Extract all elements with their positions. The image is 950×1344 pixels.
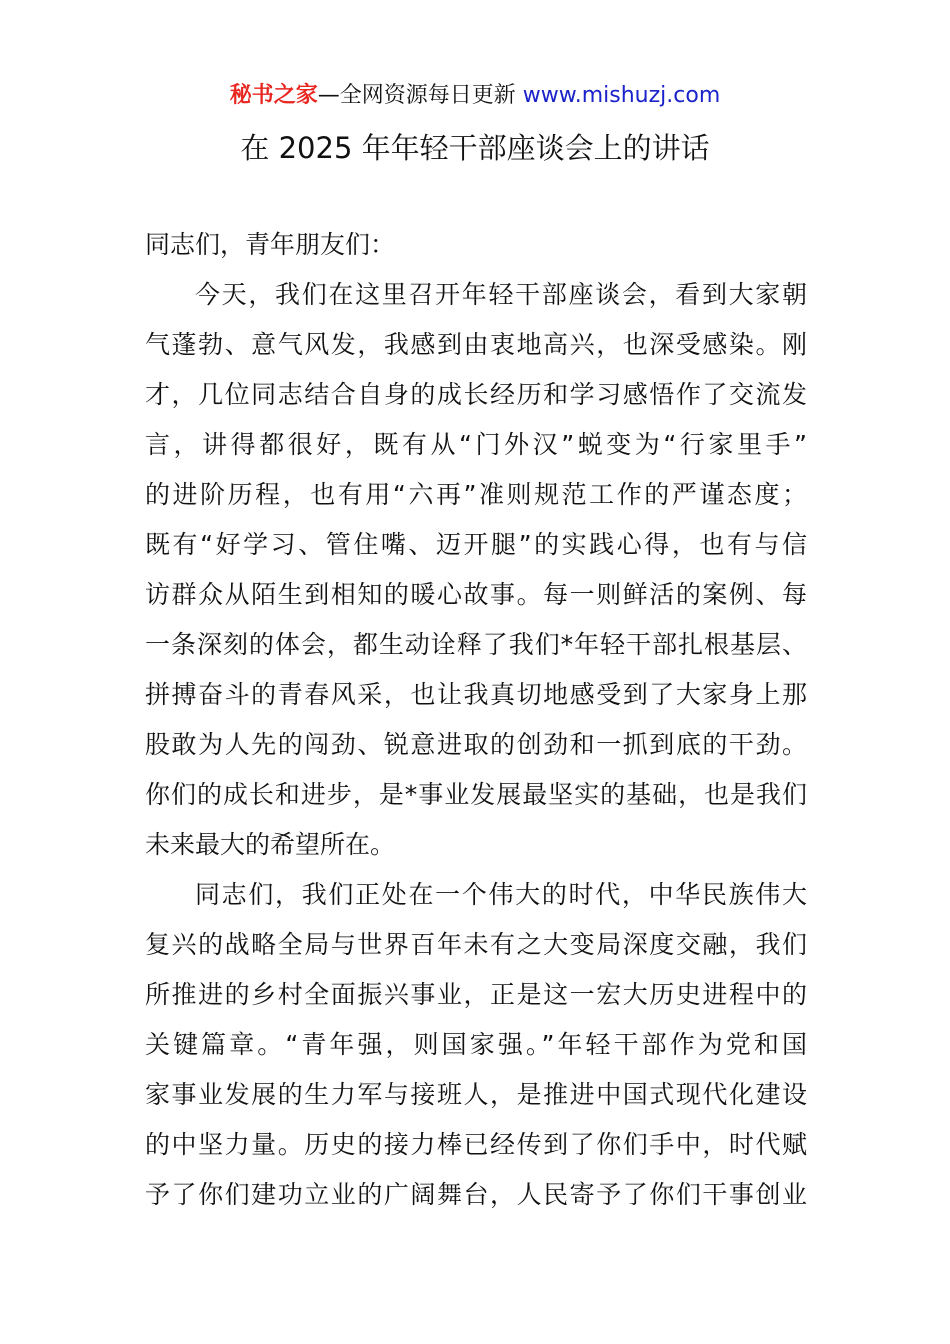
paragraph-line: 既有“好学习、管住嘴、迈开腿”的实践心得，也有与信 [145, 530, 807, 559]
site-brand: 秘书之家 [229, 83, 318, 108]
site-url[interactable]: www.mishuzj.com [522, 83, 721, 108]
paragraph-line: 拼搏奋斗的青春风采，也让我真切地感受到了大家身上那 [145, 680, 807, 709]
paragraph-line: 同志们，我们正处在一个伟大的时代，中华民族伟大 [195, 880, 807, 909]
paragraph-line: 复兴的战略全局与世界百年未有之大变局深度交融，我们 [145, 930, 807, 959]
document-title: 在 2025 年年轻干部座谈会上的讲话 [240, 131, 710, 165]
site-tagline: —全网资源每日更新 [317, 83, 523, 108]
paragraph-line: 予了你们建功立业的广阔舞台，人民寄予了你们干事创业 [145, 1180, 807, 1209]
paragraph-line: 股敢为人先的闯劲、锐意进取的创劲和一抓到底的干劲。 [145, 730, 807, 759]
paragraph-line: 家事业发展的生力军与接班人，是推进中国式现代化建设 [145, 1080, 807, 1109]
paragraph-line: 关键篇章。“青年强，则国家强。”年轻干部作为党和国 [145, 1030, 807, 1059]
paragraph-line: 气蓬勃、意气风发，我感到由衷地高兴，也深受感染。刚 [145, 330, 807, 359]
paragraph-line: 一条深刻的体会，都生动诠释了我们*年轻干部扎根基层、 [145, 630, 807, 659]
paragraph-line: 的中坚力量。历史的接力棒已经传到了你们手中，时代赋 [145, 1130, 807, 1159]
paragraph-line: 访群众从陌生到相知的暖心故事。每一则鲜活的案例、每 [145, 580, 807, 609]
paragraph-line: 言，讲得都很好，既有从“门外汉”蜕变为“行家里手” [145, 430, 807, 459]
salutation-line: 同志们，青年朋友们： [145, 230, 396, 259]
paragraph-line: 你们的成长和进步，是*事业发展最坚实的基础，也是我们 [145, 780, 807, 809]
paragraph-line: 未来最大的希望所在。 [145, 830, 396, 859]
document-body [145, 220, 807, 1220]
paragraph-line: 才，几位同志结合自身的成长经历和学习感悟作了交流发 [145, 380, 807, 409]
paragraph-line: 的进阶历程，也有用“六再”准则规范工作的严谨态度； [145, 480, 807, 509]
site-header [0, 80, 950, 112]
paragraph-line: 今天，我们在这里召开年轻干部座谈会，看到大家朝 [195, 280, 807, 309]
paragraph-line: 所推进的乡村全面振兴事业，正是这一宏大历史进程中的 [145, 980, 807, 1009]
